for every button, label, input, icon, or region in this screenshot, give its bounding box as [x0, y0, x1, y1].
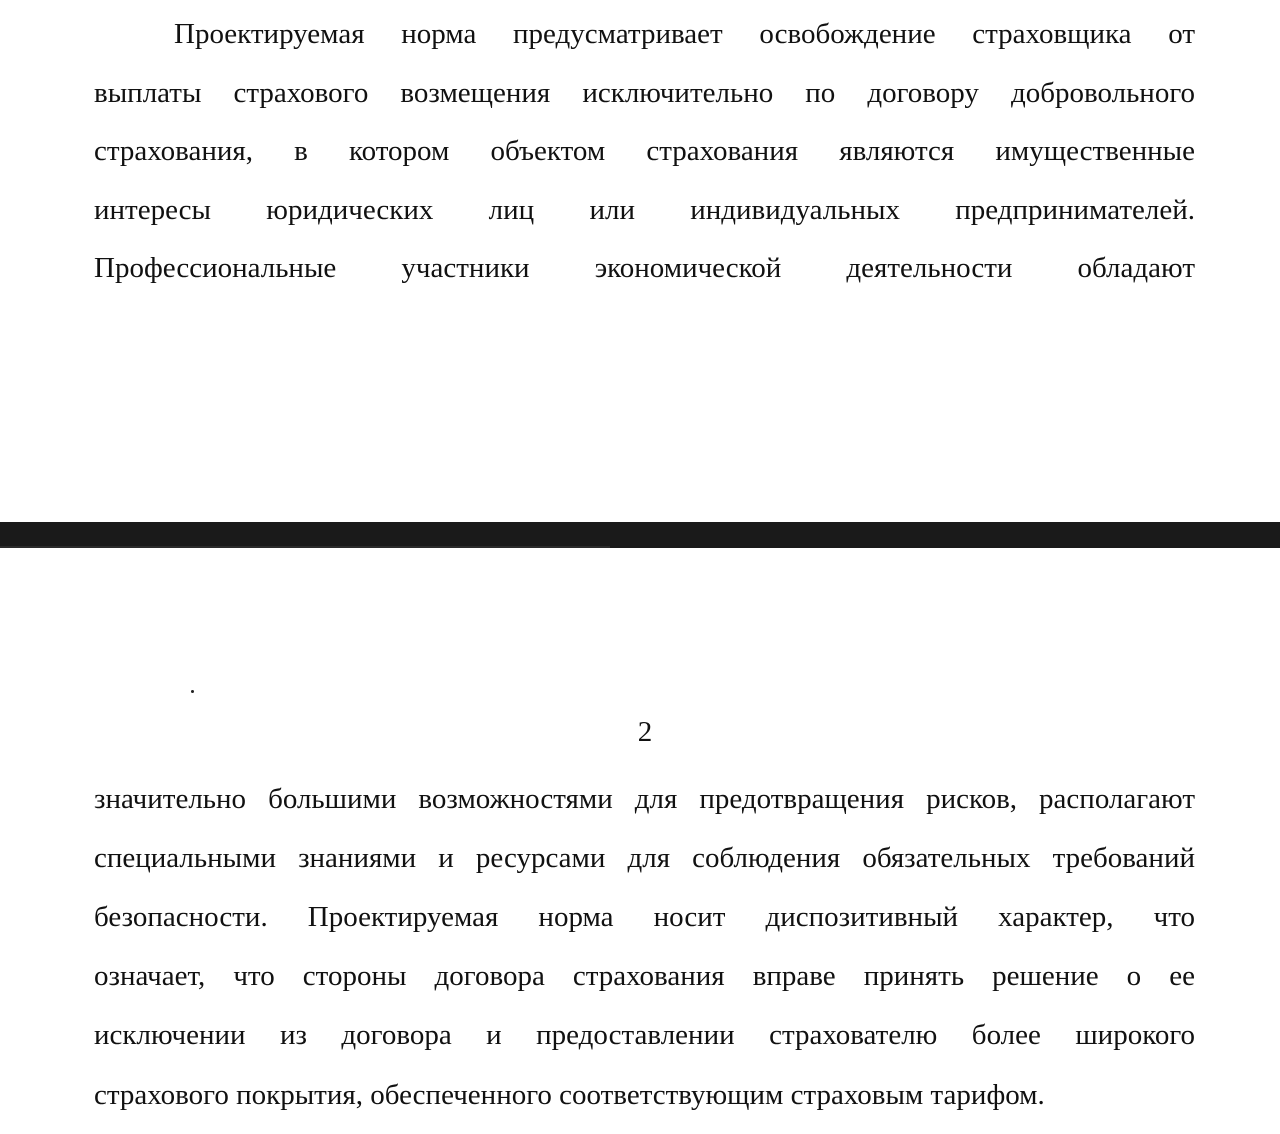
page-number: 2 — [637, 716, 653, 748]
paragraph-line: страхования, в котором объектом страхования являются имущественные — [94, 135, 1195, 167]
paragraph-line: Профессиональные участники экономической деятельности обладают — [94, 252, 1195, 284]
page-divider — [0, 522, 1280, 548]
paragraph-line: интересы юридических лиц или индивидуальных предпринимателей. — [94, 194, 1195, 226]
paragraph-line: исключении из договора и предоставлении страхователю более широкого — [94, 1019, 1195, 1051]
paragraph-line: специальными знаниями и ресурсами для соблюдения обязательных требований — [94, 842, 1195, 874]
paragraph-line: выплаты страхового возмещения исключительно по договору добровольного — [94, 77, 1195, 109]
paragraph-line: безопасности. Проектируемая норма носит диспозитивный характер, что — [94, 901, 1195, 933]
paragraph-line: Проектируемая норма предусматривает освобождение страховщика от — [174, 18, 1195, 50]
scan-speck — [191, 690, 194, 693]
page-top — [0, 0, 1280, 522]
paragraph-line: означает, что стороны договора страхования вправе принять решение о ее — [94, 960, 1195, 992]
paragraph-line: страхового покрытия, обеспеченного соответствующим страховым тарифом. — [94, 1079, 1045, 1111]
paragraph-line: значительно большими возможностями для предотвращения рисков, располагают — [94, 783, 1195, 815]
